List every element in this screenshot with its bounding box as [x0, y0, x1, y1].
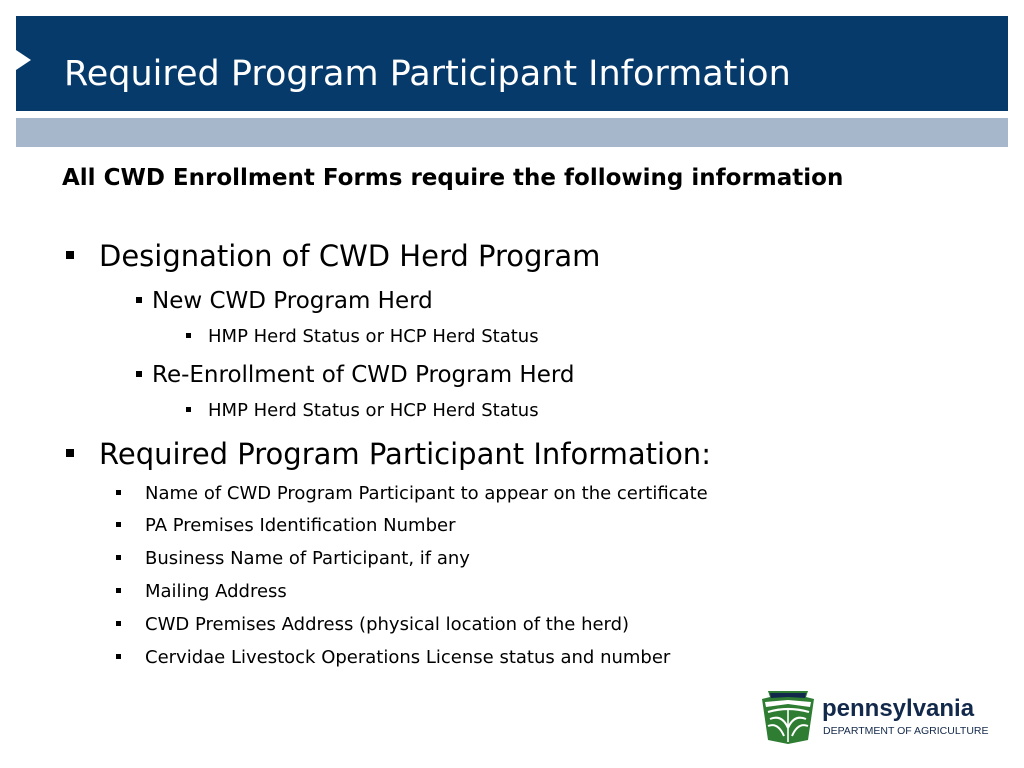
list-item-label: PA Premises Identification Number — [145, 515, 456, 536]
title-bar — [16, 16, 1008, 111]
list-item-label: Mailing Address — [145, 581, 287, 602]
list-item-label: Required Program Participant Information: — [99, 437, 711, 471]
list-item-label: Designation of CWD Herd Program — [99, 239, 601, 273]
list-item-label: Cervidae Livestock Operations License status and number — [145, 647, 671, 668]
list-item-new-herd-status — [186, 325, 539, 349]
square-bullet-icon — [66, 251, 74, 259]
square-bullet-icon — [136, 371, 142, 377]
list-item-label: HMP Herd Status or HCP Herd Status — [208, 400, 539, 421]
title-arrow-icon — [16, 50, 31, 70]
logo-subtitle: DEPARTMENT OF AGRICULTURE — [823, 725, 989, 737]
list-item-participant-info — [66, 436, 711, 472]
square-bullet-icon — [116, 588, 121, 593]
list-item-mailing-address — [116, 580, 287, 604]
list-item-premises-id — [116, 514, 456, 538]
square-bullet-icon — [186, 333, 191, 338]
square-bullet-icon — [66, 449, 74, 457]
square-bullet-icon — [116, 522, 121, 527]
logo-wordmark: pennsylvania — [822, 695, 975, 722]
list-item-business-name — [116, 547, 470, 571]
square-bullet-icon — [186, 407, 191, 412]
list-item-label: New CWD Program Herd — [152, 288, 433, 314]
list-item-label: Re-Enrollment of CWD Program Herd — [152, 362, 575, 388]
list-item-label: CWD Premises Address (physical location of the herd) — [145, 614, 630, 635]
square-bullet-icon — [116, 490, 121, 495]
list-item-license-status — [116, 646, 670, 670]
list-item-designation — [66, 238, 600, 274]
square-bullet-icon — [116, 654, 121, 659]
list-item-premises-address — [116, 613, 629, 637]
accent-band — [16, 118, 1008, 147]
list-item-label: Business Name of Participant, if any — [145, 548, 470, 569]
slide-heading: All CWD Enrollment Forms require the following information — [62, 165, 844, 191]
list-item-participant-name — [116, 482, 708, 506]
slide-title: Required Program Participant Information — [64, 54, 791, 94]
square-bullet-icon — [136, 297, 142, 303]
list-item-new-herd — [136, 286, 433, 316]
list-item-label: Name of CWD Program Participant to appear on the certificate — [145, 483, 708, 504]
keystone-fields-icon — [760, 688, 816, 746]
list-item-label: HMP Herd Status or HCP Herd Status — [208, 326, 539, 347]
square-bullet-icon — [116, 621, 121, 626]
square-bullet-icon — [116, 555, 121, 560]
list-item-reenrollment — [136, 360, 575, 390]
list-item-reenrollment-status — [186, 399, 539, 423]
pa-agriculture-logo — [760, 688, 1000, 748]
